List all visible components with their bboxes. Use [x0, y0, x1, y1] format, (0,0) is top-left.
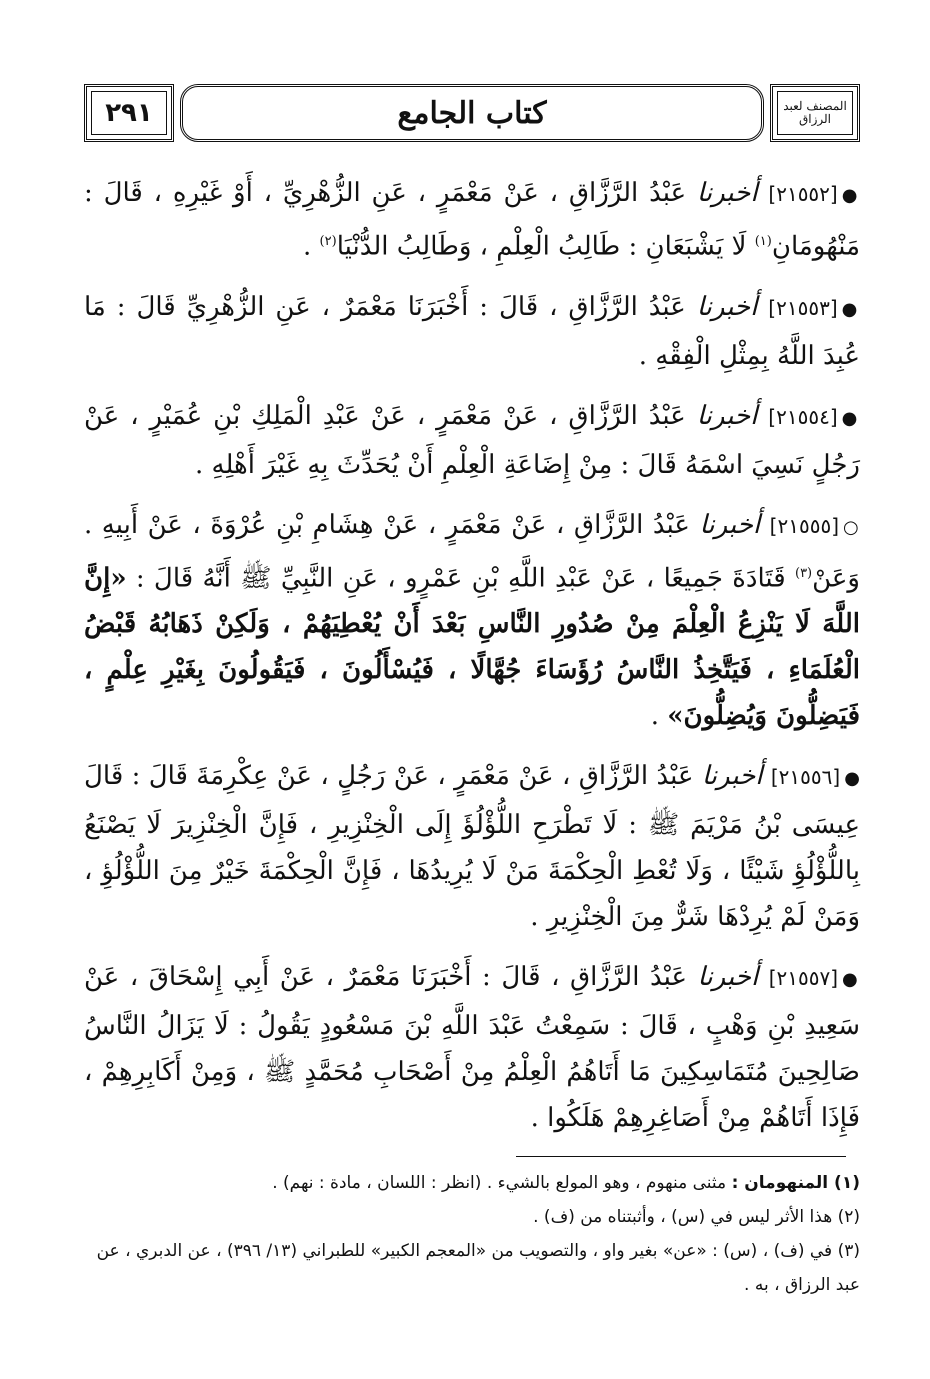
transmission-word: أخبرنا [696, 400, 758, 431]
hadith-21552 [84, 170, 860, 270]
hadith-21553 [84, 284, 860, 379]
footnote-label: (٢) [837, 1207, 860, 1227]
logo-box [770, 84, 860, 142]
hadith-21554 [84, 393, 860, 488]
hadith-text: عَبْدُ الرَّزَّاقِ ، عَنْ مَعْمَرٍ ، عَنْ عَبْدِ الْمَلِكِ بْنِ عُمَيْرٍ ، عَنْ رَجُلٍ نَسِيَ اسْمَهُ قَالَ : مِنْ إِضَاعَةِ الْعِلْمِ أَنْ يُحَدِّثَ بِهِ غَيْرَ أَهْلِهِ . [84, 400, 860, 480]
footnote-ref: (٢) [319, 234, 337, 249]
transmission-word: أخبرنا [696, 178, 758, 208]
period: . [650, 701, 668, 732]
footnote-text: هذا الأثر ليس في (س) ، وأثبتناه من (ف) . [533, 1207, 838, 1227]
hadith-21556 [84, 753, 860, 940]
page-header [84, 84, 860, 142]
bullet-marker: ○ [843, 516, 860, 538]
bullet-marker: ● [841, 298, 860, 320]
hadith-text: عَبْدُ الرَّزَّاقِ ، قَالَ : أَخْبَرَنَا مَعْمَرٌ ، عَنْ أَبِي إِسْحَاقَ ، عَنْ سَعِيدِ بْنِ وَهْبٍ ، قَالَ : سَمِعْتُ عَبْدَ اللَّهِ بْنَ مَسْعُودٍ يَقُولُ : لَا يَزَالُ النَّاسُ صَالِحِينَ مُتَمَاسِكِينَ مَا أَتَاهُمُ الْعِلْمُ مِنْ أَصْحَابِ مُحَمَّدٍ ﷺ ، وَمِنْ أَكَابِرِهِمْ ، فَإِذَا أَتَاهُمْ مِنْ أَصَاغِرِهِمْ هَلَكُوا . [84, 962, 860, 1134]
footnote-text: مثنى منهوم ، وهو المولع بالشيء . (انظر : اللسان ، مادة : نهم) . [272, 1173, 732, 1193]
transmission-word: أخبرنا [699, 509, 761, 540]
footnote-text: في (ف) ، (س) : «عن» بغير واو ، والتصويب من «المعجم الكبير» للطبراني (١٣/ ٣٩٦) ، عن الدبري ، عن عبد الرزاق ، به . [96, 1241, 860, 1295]
hadith-text-cont: قَتَادَةَ جَمِيعًا ، عَنْ عَبْدِ اللَّهِ بْنِ عَمْرٍو ، عَنِ النَّبِيِّ ﷺ أَنَّهُ قَالَ : [135, 563, 786, 594]
hadith-number: [٢١٥٥٦] [770, 765, 841, 790]
footnote-1 [84, 1166, 860, 1200]
hadith-text: عَبْدُ الرَّزَّاقِ ، قَالَ : أَخْبَرَنَا مَعْمَرٌ ، عَنِ الزُّهْرِيِّ قَالَ : مَا عُبِدَ اللَّهُ بِمِثْلِ الْفِقْهِ . [84, 291, 860, 371]
hadith-text: عَبْدُ الرَّزَّاقِ ، عَنْ مَعْمَرٍ ، عَنْ رَجُلٍ ، عَنْ عِكْرِمَةَ قَالَ : قَالَ عِيسَى بْنُ مَرْيَمَ ﷺ : لَا تَطْرَحِ اللُّؤْلُؤَ إِلَى الْخِنْزِيرِ ، فَإِنَّ الْخِنْزِيرَ لَا يَصْنَعُ بِاللُّؤْلُؤِ شَيْئًا ، وَلَا تُعْطِ الْحِكْمَةَ مَنْ لَا يُرِيدُهَا ، فَإِنَّ الْحِكْمَةَ خَيْرٌ مِنَ اللُّؤْلُؤِ ، وَمَنْ لَمْ يُرِدْهَا شَرٌّ مِنَ الْخِنْزِيرِ . [84, 761, 861, 933]
footnote-label: (٣) [837, 1241, 860, 1261]
hadith-21555 [84, 502, 860, 740]
footnote-3 [84, 1234, 860, 1302]
hadith-text: عَبْدُ الرَّزَّاقِ ، عَنْ مَعْمَرٍ ، عَنِ الزُّهْرِيِّ ، أَوْ غَيْرِهِ ، قَالَ : مَنْهُومَانِ [84, 178, 860, 262]
bullet-marker: ● [842, 969, 861, 991]
hadith-number: [٢١٥٥٢] [768, 182, 838, 206]
footnote-divider [516, 1156, 846, 1157]
page-number-box [84, 84, 174, 142]
footnote-ref: (١) [754, 234, 772, 249]
bullet-marker: ● [841, 185, 860, 206]
bullet-marker: ● [844, 768, 860, 790]
transmission-word: أخبرنا [697, 962, 759, 993]
hadith-number: [٢١٥٥٣] [768, 295, 838, 320]
book-title: كتاب الجامع [397, 95, 547, 131]
bullet-marker: ● [841, 407, 860, 429]
footnotes [84, 1166, 860, 1302]
hadith-number: [٢١٥٥٥] [769, 513, 840, 538]
page-body [84, 170, 860, 1155]
footnote-2 [84, 1200, 860, 1234]
hadith-number: [٢١٥٥٧] [768, 966, 839, 991]
period: . [303, 231, 320, 262]
title-cartouche [180, 84, 764, 142]
hadith-text-cont: لَا يَشْبَعَانِ : طَالِبُ الْعِلْمِ ، وَطَالِبُ الدُّنْيَا [336, 231, 747, 262]
page-number: ٢٩١ [105, 98, 153, 128]
prophetic-quote: «إِنَّ اللَّهَ لَا يَنْزِعُ الْعِلْمَ مِنْ صُدُورِ النَّاسِ بَعْدَ أَنْ يُعْطِيَهُمْ ، وَلَكِنْ ذَهَابُهُ قَبْضُ الْعُلَمَاءِ ، فَيَتَّخِذُ النَّاسُ رُؤَسَاءَ جُهَّالًا ، فَيُسْأَلُونَ ، فَيَقُولُونَ بِغَيْرِ عِلْمٍ ، فَيَضِلُّونَ وَيُضِلُّونَ» [84, 563, 860, 732]
book-logo: المصنف لعبد الرزاق [783, 99, 847, 126]
transmission-word: أخبرنا [696, 291, 758, 322]
footnote-ref: (٣) [794, 565, 813, 581]
footnote-label: (١) المنهومان : [731, 1173, 860, 1193]
hadith-number: [٢١٥٥٤] [768, 404, 838, 429]
transmission-word: أخبرنا [701, 761, 763, 792]
hadith-21557 [84, 954, 860, 1141]
hadith-text: عَبْدُ الرَّزَّاقِ ، عَنْ مَعْمَرٍ ، عَنْ هِشَامِ بْنِ عُرْوَةَ ، عَنْ أَبِيهِ . وَعَنْ [84, 509, 860, 594]
